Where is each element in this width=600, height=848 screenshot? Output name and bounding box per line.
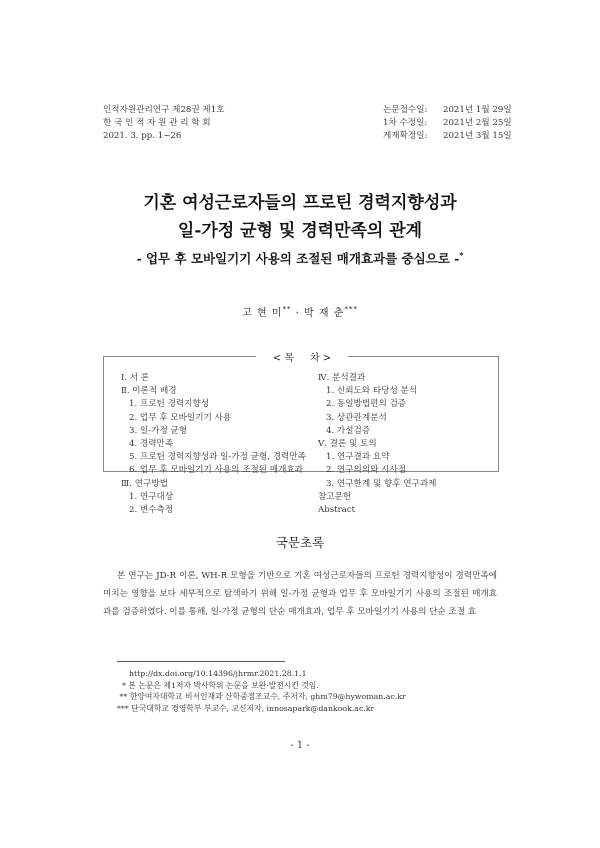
journal-name: 인적자원관리연구 제28권 제1호 xyxy=(103,105,225,115)
toc-right-column xyxy=(318,372,436,517)
toc-item: Ⅴ. 결론 및 토의 xyxy=(318,439,377,450)
author-separator: · xyxy=(295,308,300,319)
date-received: 논문접수일: 2021년 1월 29일 xyxy=(383,105,512,115)
toc-item: Ⅱ. 이론적 배경 xyxy=(121,386,177,397)
paper-title-line2: 일-가정 균형 및 경력만족의 관계 xyxy=(177,221,423,241)
abstract-body xyxy=(103,567,497,621)
toc-item: 3. 일-가정 균형 xyxy=(129,425,188,436)
journal-issue: 2021. 3. pp. 1~26 xyxy=(103,131,182,141)
toc-item: 3. 상관관계분석 xyxy=(326,412,387,423)
footnote-1: * 본 논문은 제1저자 박사학위 논문을 보완·발전시킨 것임. xyxy=(117,680,319,690)
footnote-divider xyxy=(117,661,285,662)
author-1: 고 현 미 xyxy=(242,308,283,319)
toc-item: 2. 업무 후 모바일기기 사용 xyxy=(129,412,232,423)
abstract-title: 국문초록 xyxy=(275,535,325,550)
toc-item: 3. 연구한계 및 향후 연구과제 xyxy=(326,478,437,489)
paper-title-line1: 기혼 여성근로자들의 프로틴 경력지향성과 xyxy=(143,193,457,213)
toc-item: 1. 연구대상 xyxy=(129,491,174,502)
footnotes xyxy=(117,668,406,714)
footnote-3: *** 단국대학교 경영학부 부교수, 교신저자, innosapark@dankook.ac.kr xyxy=(117,703,375,713)
toc-heading: < 목 차 > xyxy=(256,349,348,364)
toc-item: 2. 동일방법편의 검증 xyxy=(326,399,407,410)
submission-dates xyxy=(383,104,512,143)
journal-info xyxy=(103,104,225,143)
abstract-paragraph: 본 연구는 JD-R 이론, WH-R 모형을 기반으로 기혼 여성근로자들의 프로틴 경력지향성이 경력만족에 미치는 영향을 보다 세부적으로 탐색하기 위해 일-가정 균형과 업무 후 모바일기기 사용의 조절된 매개효과를 검증하였다. 이를 통해, 일-가정 균형의 단순 매개효과, 업무 후 모바일기기 사용의 단순 조절 효 xyxy=(103,571,497,617)
toc-item: 4. 가설검증 xyxy=(326,425,371,436)
page-number: - 1 - xyxy=(290,740,310,751)
doi-link[interactable]: http://dx.doi.org/10.14396/jhrmr.2021.28.1.1 xyxy=(129,669,307,678)
footnote-2: ** 한양여자대학교 비서인재과 산학중점조교수, 주저자, ghm79@hywoman.ac.kr xyxy=(117,692,406,701)
authors: 고 현 미** · 박 재 춘*** xyxy=(242,305,358,319)
date-accepted: 게재확정일: 2021년 3월 15일 xyxy=(383,131,512,141)
toc-item: 1. 프로틴 경력지향성 xyxy=(129,399,210,410)
toc-item: Abstract xyxy=(318,505,356,516)
author-2: 박 재 춘 xyxy=(304,308,345,319)
toc-item: 1. 연구결과 요약 xyxy=(326,452,390,463)
date-revised: 1차 수정일: 2021년 2월 25일 xyxy=(383,118,512,128)
toc-item: Ⅲ. 연구방법 xyxy=(121,478,168,489)
toc-item: 5. 프로틴 경력지향성과 일-가정 균형, 경력만족 xyxy=(129,452,306,463)
toc-item: Ⅰ. 서 론 xyxy=(121,373,150,383)
toc-item: 4. 경력만족 xyxy=(129,439,174,450)
toc-item: 참고문헌 xyxy=(318,491,352,502)
toc-item: 1. 신뢰도와 타당성 분석 xyxy=(326,386,418,397)
toc-item: Ⅳ. 분석결과 xyxy=(318,373,366,383)
toc-left-column xyxy=(121,372,306,517)
toc-item: 2. 연구의의와 시사점 xyxy=(326,465,407,476)
toc-item: 6. 업무 후 모바일기기 사용의 조절된 매개효과 xyxy=(129,465,304,476)
subtitle-footnote-mark: * xyxy=(459,249,464,260)
paper-subtitle: - 업무 후 모바일기기 사용의 조절된 매개효과를 중심으로 -* xyxy=(136,249,464,266)
toc-item: 2. 변수측정 xyxy=(129,505,174,516)
journal-society: 한 국 인 적 자 원 관 리 학 회 xyxy=(103,118,211,128)
